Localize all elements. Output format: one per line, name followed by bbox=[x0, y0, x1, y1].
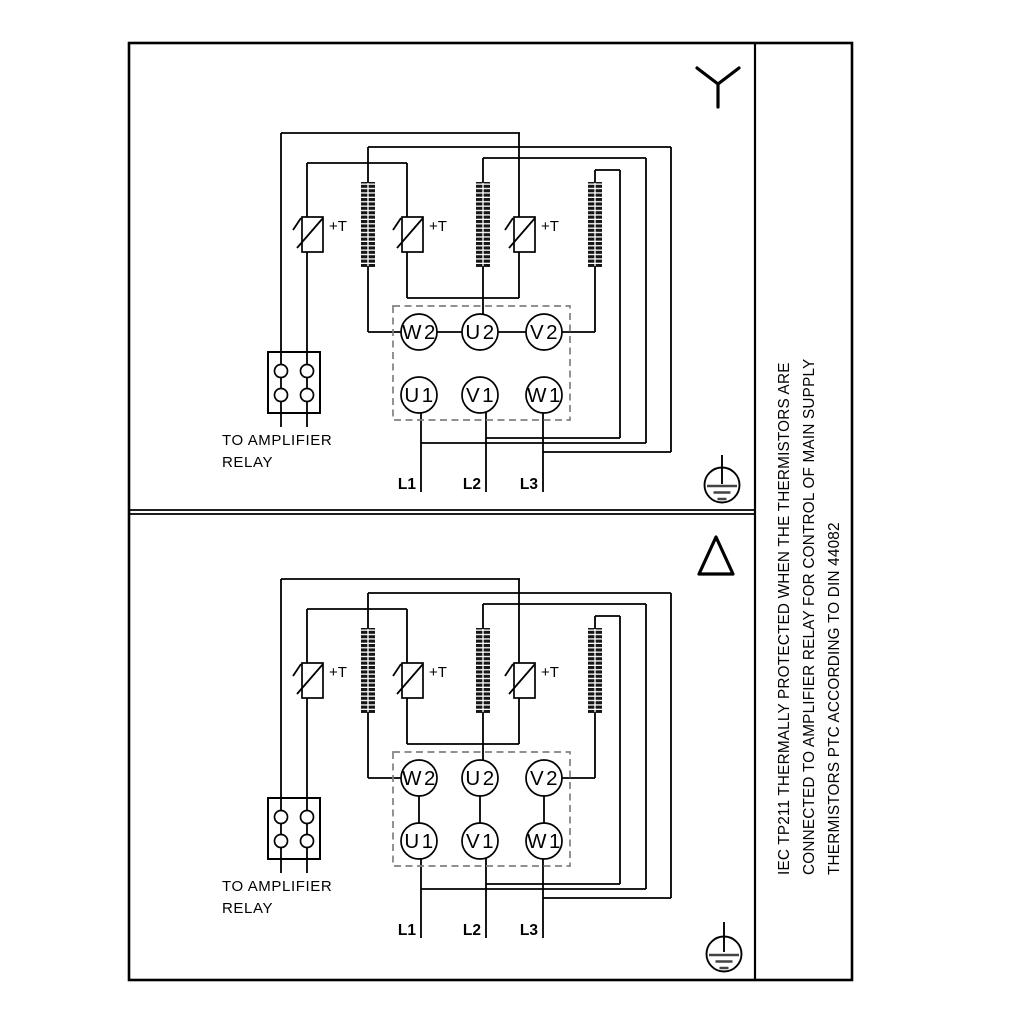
terminal-v1-label: V1 bbox=[465, 830, 497, 853]
panel-star bbox=[222, 68, 740, 503]
panel-divider-lines bbox=[129, 510, 755, 514]
relay-contact bbox=[275, 389, 288, 402]
terminal-v2-label: V2 bbox=[529, 767, 561, 790]
relay-contact bbox=[275, 811, 288, 824]
relay-caption-line2: RELAY bbox=[222, 454, 274, 471]
relay-caption-line1: TO AMPLIFIER bbox=[222, 432, 333, 449]
panel-delta-wiring bbox=[222, 579, 671, 939]
relay-contact bbox=[275, 365, 288, 378]
thermistor-label: +T bbox=[541, 664, 559, 681]
relay-contact bbox=[301, 389, 314, 402]
thermistor-label: +T bbox=[329, 664, 347, 681]
thermistor-label: +T bbox=[541, 218, 559, 235]
sidebar-note-line-2: CONNECTED TO AMPLIFIER RELAY FOR CONTROL OF MAIN SUPPLY bbox=[801, 358, 818, 875]
terminal-w2-label: W2 bbox=[402, 321, 438, 344]
supply-label-l2: L2 bbox=[462, 476, 481, 493]
thermistor-label: +T bbox=[329, 218, 347, 235]
terminal-v2-label: V2 bbox=[529, 321, 561, 344]
supply-label-l1: L1 bbox=[397, 476, 416, 493]
sidebar-note bbox=[776, 359, 843, 875]
delta-icon bbox=[699, 537, 733, 574]
sidebar-note-line-1: IEC TP211 THERMALLY PROTECTED WHEN THE THERMISTORS ARE bbox=[776, 362, 793, 875]
panel-star-wiring bbox=[222, 133, 671, 493]
relay-contact bbox=[301, 835, 314, 848]
relay-contact bbox=[301, 811, 314, 824]
relay-contact bbox=[275, 835, 288, 848]
relay-caption-line1: TO AMPLIFIER bbox=[222, 878, 333, 895]
thermistor-icon bbox=[393, 663, 423, 698]
thermistor-icon bbox=[505, 663, 535, 698]
supply-label-l3: L3 bbox=[519, 922, 538, 939]
thermistor-icon bbox=[393, 217, 423, 252]
thermistor-label: +T bbox=[429, 218, 447, 235]
relay-terminal-block bbox=[268, 352, 320, 413]
terminal-u1-label: U1 bbox=[404, 384, 436, 407]
thermistor-icon bbox=[293, 217, 323, 252]
terminal-u1-label: U1 bbox=[404, 830, 436, 853]
relay-caption-line2: RELAY bbox=[222, 900, 274, 917]
panel-delta bbox=[222, 537, 742, 972]
ground-icon bbox=[705, 455, 740, 503]
sidebar-note-line-3: THERMISTORS PTC ACCORDING TO DIN 44082 bbox=[826, 522, 843, 875]
supply-label-l1: L1 bbox=[397, 922, 416, 939]
terminal-w2-label: W2 bbox=[402, 767, 438, 790]
terminal-u2-label: U2 bbox=[465, 321, 497, 344]
thermistor-icon bbox=[293, 663, 323, 698]
relay-contact bbox=[301, 365, 314, 378]
star-icon bbox=[697, 68, 739, 107]
terminal-w1-label: W1 bbox=[527, 830, 563, 853]
relay-terminal-block bbox=[268, 798, 320, 859]
supply-label-l2: L2 bbox=[462, 922, 481, 939]
terminal-w1-label: W1 bbox=[527, 384, 563, 407]
terminal-v1-label: V1 bbox=[465, 384, 497, 407]
thermistor-icon bbox=[505, 217, 535, 252]
thermistor-label: +T bbox=[429, 664, 447, 681]
supply-label-l3: L3 bbox=[519, 476, 538, 493]
terminal-u2-label: U2 bbox=[465, 767, 497, 790]
ground-icon bbox=[707, 922, 742, 972]
